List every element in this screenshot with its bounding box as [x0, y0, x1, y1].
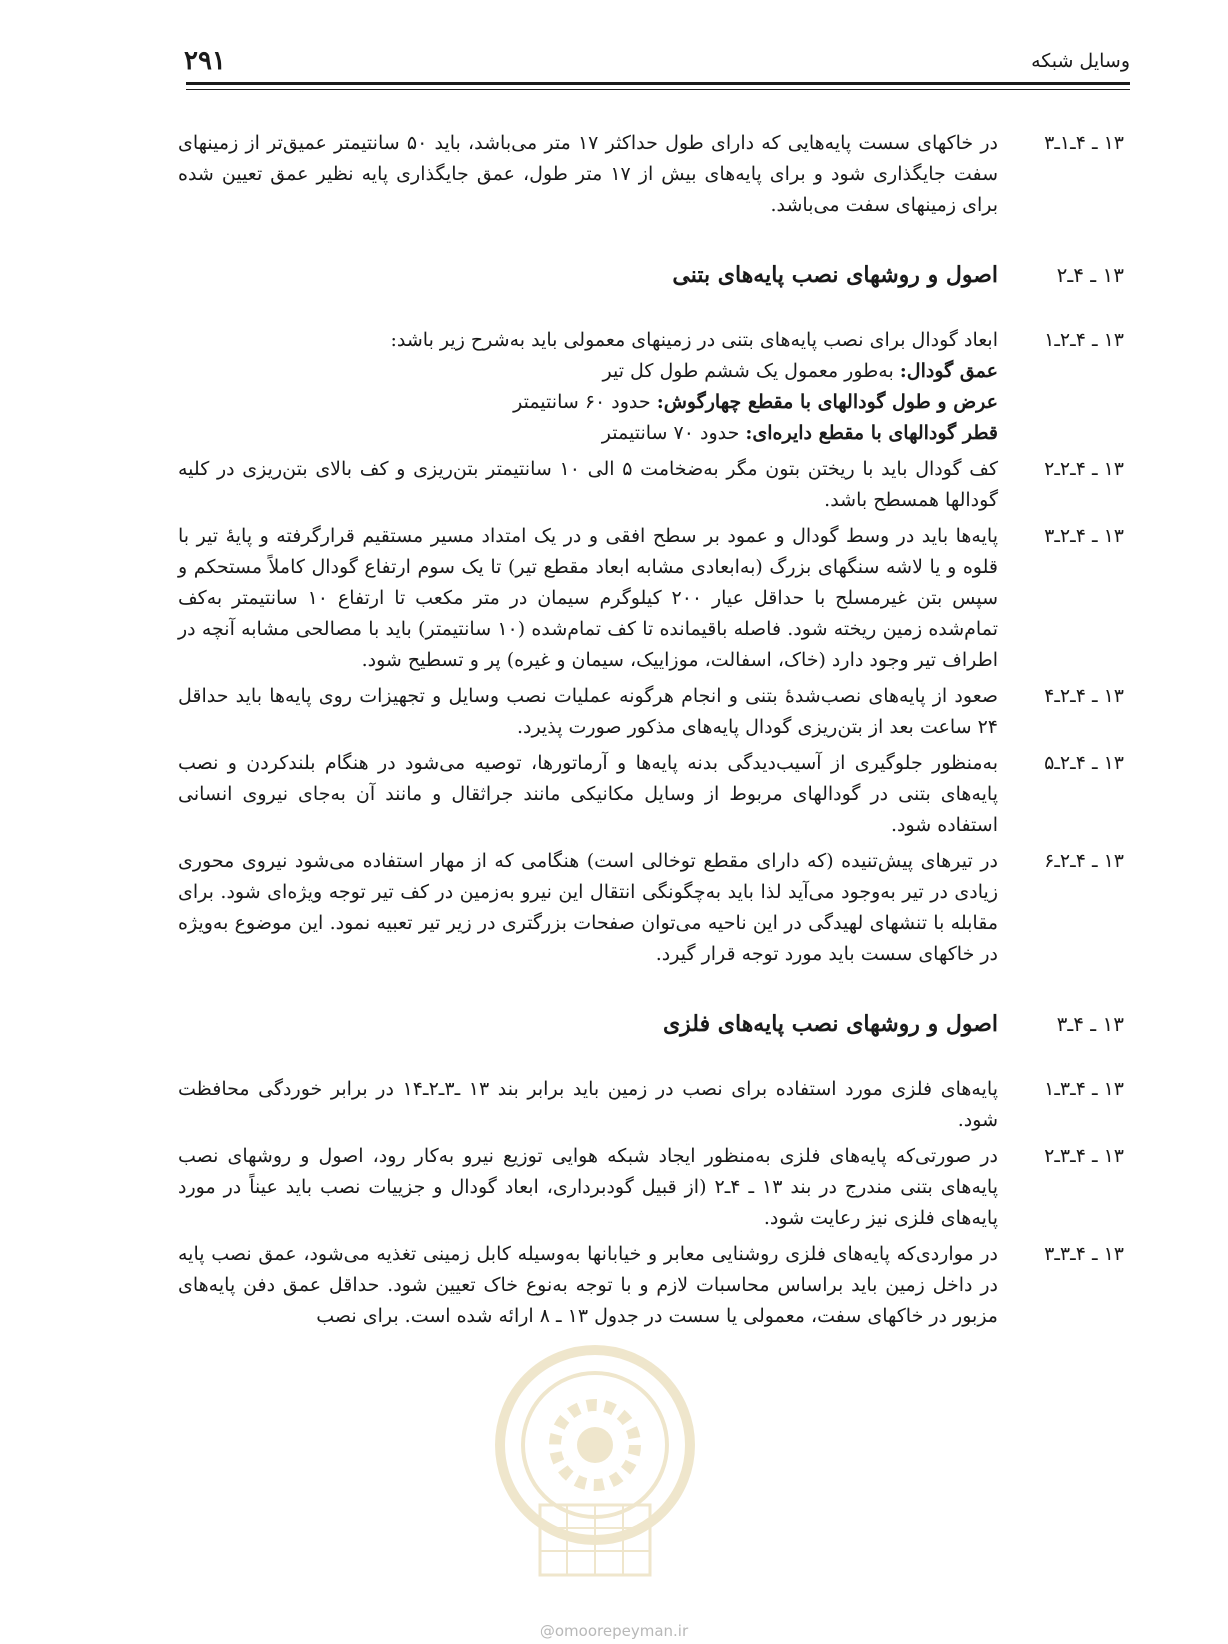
clause-text: در مواردی‌که پایه‌های فلزی روشنایی معابر و خیابانها به‌وسیله کابل زمینی تغذیه می‌شود، عمق نصب پایه در داخل زمین باید براساس محاسبات لازم و با توجه به‌نوع خاک تعیین شود. حداقل عمق دفن پایه‌های مزبور در خاکهای سفت، معمولی یا سست در جدول ۱۳ ـ ۸ ارائه شده است. برای نصب	[178, 1243, 998, 1327]
clause	[178, 454, 1124, 516]
subitem-label: قطر گودالهای با مقطع دایره‌ای:	[745, 422, 998, 444]
clause-text: ابعاد گودال برای نصب پایه‌های بتنی در زمینهای معمولی باید به‌شرح زیر باشد:	[390, 329, 998, 351]
clause	[178, 128, 1124, 221]
subitem-label: عمق گودال:	[899, 360, 998, 382]
clause-number: ۱۳ ـ ۴ـ۲ـ۵	[1044, 752, 1124, 774]
subitem-label: عرض و طول گودالهای با مقطع چهارگوش:	[656, 391, 998, 413]
clause-text: در خاکهای سست پایه‌هایی که دارای طول حداکثر ۱۷ متر می‌باشد، باید ۵۰ سانتیمتر عمیق‌تر از زمینهای سفت جایگذاری شود و برای پایه‌های بیش از ۱۷ متر طول، عمق جایگذاری پایه نظیر عمق تعیین شده برای زمینهای سفت می‌باشد.	[178, 132, 999, 216]
clause-text: کف گودال باید با ریختن بتون مگر به‌ضخامت ۵ الی ۱۰ سانتیمتر بتن‌ریزی و کف بالای بتن‌ریزی در کلیه گودالها همسطح باشد.	[178, 458, 999, 511]
clause-text: صعود از پایه‌های نصب‌شدهٔ بتنی و انجام هرگونه عملیات نصب وسایل و تجهیزات روی پایه‌ها باید حداقل ۲۴ ساعت بعد از بتن‌ریزی گودال پایه‌های مذکور صورت پذیرد.	[178, 685, 998, 738]
page-header	[184, 44, 1130, 84]
clause-number: ۱۳ ـ ۴ـ۲ـ۴	[1044, 685, 1124, 707]
clause-number: ۱۳ ـ ۴ـ۲ـ۲	[1044, 458, 1124, 480]
clause-text: پایه‌ها باید در وسط گودال و عمود بر سطح افقی و در یک امتداد مسیر مستقیم قرارگرفته و پایهٔ تیر با قلوه و یا لاشه سنگهای بزرگ (به‌ابعادی مشابه ابعاد مقطع تیر) تا یک سوم ارتفاع گودال کاملاً مستحکم و سپس بتن غیرمسلح با حداقل عیار ۲۰۰ کیلوگرم سیمان در متر مکعب تا ارتفاع ۱۰ سانتیمتر به‌کف تمام‌شده زمین ریخته شود. فاصله باقیمانده تا کف تمام‌شده (۱۰ سانتیمتر) باید با مصالحی مشابه آنچه در اطراف تیر وجود دارد (خاک، اسفالت، موزاییک، سیمان و غیره) پر و تسطیح شود.	[178, 525, 999, 671]
heading-text: اصول و روشهای نصب پایه‌های بتنی	[672, 262, 998, 288]
heading-text: اصول و روشهای نصب پایه‌های فلزی	[662, 1011, 998, 1037]
clause	[178, 521, 1124, 676]
page-number: ۲۹۱	[184, 46, 226, 76]
section-heading	[178, 257, 1124, 293]
clause-number: ۱۳ ـ ۴ـ۲ـ۳	[1044, 525, 1124, 547]
clause	[178, 1239, 1124, 1332]
clause	[178, 325, 1124, 449]
clause-number: ۱۳ ـ ۴ـ۳ـ۱	[1044, 1078, 1124, 1100]
subitem-value: به‌طور معمول یک ششم طول کل تیر	[602, 360, 900, 382]
section-heading	[178, 1006, 1124, 1042]
subitem-value: حدود ۶۰ سانتیمتر	[513, 391, 657, 413]
clause-subitem	[178, 387, 998, 418]
clause-number: ۱۳ ـ ۴ـ۲ـ۶	[1044, 850, 1124, 872]
clause	[178, 1141, 1124, 1234]
clause-number: ۱۳ ـ ۴ـ۳	[1056, 1012, 1124, 1036]
clause-number: ۱۳ ـ ۴ـ۱ـ۳	[1044, 132, 1124, 154]
clause-text: پایه‌های فلزی مورد استفاده برای نصب در زمین باید برابر بند ۱۳ ـ۳ـ۲ـ۱۴ در برابر خوردگی محافظت شود.	[178, 1078, 998, 1131]
header-rule	[186, 82, 1130, 85]
clause-number: ۱۳ ـ ۴ـ۳ـ۳	[1044, 1243, 1124, 1265]
clause	[178, 846, 1124, 970]
footer-url: @omoorepeyman.ir	[539, 1622, 689, 1640]
clause-subitem	[178, 356, 998, 387]
clause	[178, 748, 1124, 841]
running-title: وسایل شبکه	[1031, 50, 1130, 72]
clause-text: در تیرهای پیش‌تنیده (که دارای مقطع توخالی است) هنگامی که از مهار استفاده می‌شود نیروی محوری زیادی در تیر به‌وجود می‌آید لذا باید به‌چگونگی انتقال این نیرو به‌زمین در کف تیر توجه ویژه‌ای شود. برای مقابله با تنشهای لهیدگی در این ناحیه می‌توان صفحات بزرگتری در زیر تیر تعبیه نمود. این موضوع به‌ویژه در خاکهای سست باید مورد توجه قرار گیرد.	[178, 850, 998, 965]
subitem-value: حدود ۷۰ سانتیمتر	[601, 422, 746, 444]
clause	[178, 1074, 1124, 1136]
clause-number: ۱۳ ـ ۴ـ۲ـ۱	[1044, 329, 1124, 351]
clause	[178, 681, 1124, 743]
header-rule-thin	[186, 89, 1130, 90]
clause-text: در صورتی‌که پایه‌های فلزی به‌منظور ایجاد شبکه هوایی توزیع نیرو به‌کار رود، اصول و روشهای نصب پایه‌های بتنی مندرج در بند ۱۳ ـ ۴ـ۲ (از قبیل گودبرداری، ابعاد گودال و جزییات نصب باید عیناً در مورد پایه‌های فلزی نیز رعایت شود.	[178, 1145, 998, 1229]
clause-number: ۱۳ ـ ۴ـ۲	[1056, 263, 1124, 287]
clause-number: ۱۳ ـ ۴ـ۳ـ۲	[1044, 1145, 1124, 1167]
clause-subitem	[178, 418, 998, 449]
page-body	[178, 128, 1124, 1337]
stamp-watermark-icon	[470, 1330, 720, 1590]
clause-text: به‌منظور جلوگیری از آسیب‌دیدگی بدنه پایه‌ها و آرماتورها، توصیه می‌شود در هنگام بلندکردن و نصب پایه‌های بتنی در گودالهای مربوط از وسایل مکانیکی مانند جراثقال و مانند آن به‌جای نیروی انسانی استفاده شود.	[178, 752, 998, 836]
